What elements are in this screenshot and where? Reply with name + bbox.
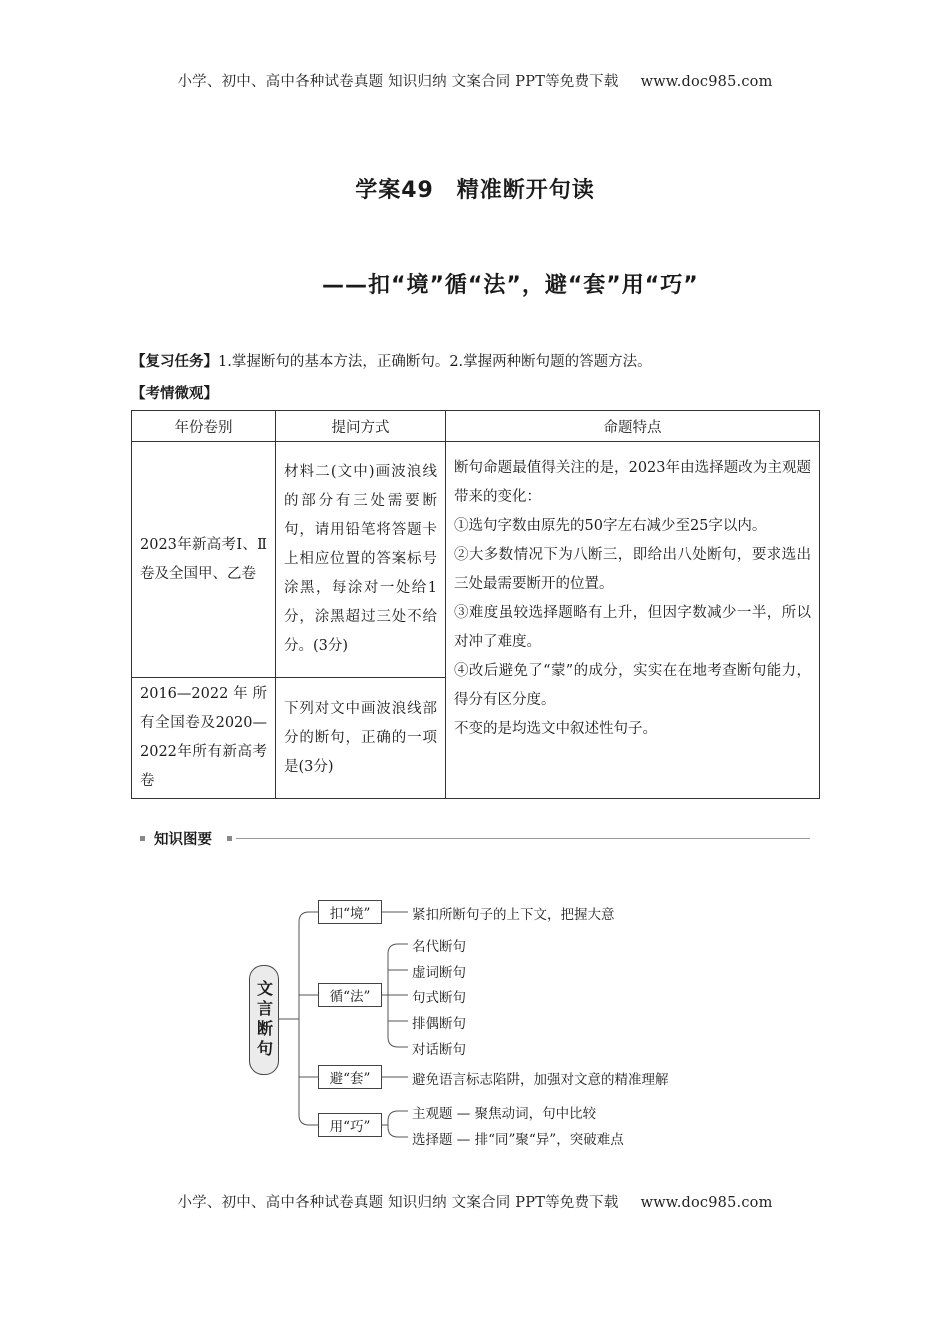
page-title: 学案49 精准断开句读 xyxy=(355,178,595,203)
exam-label: 【考情微观】 xyxy=(131,386,218,402)
footer-banner xyxy=(0,1191,950,1212)
branch-node: 循“法” xyxy=(318,983,382,1007)
table-cell-year: 2016—2022年所有全国卷及2020—2022年所有新高考卷 xyxy=(132,678,276,799)
feature-line: ④改后避免了“蒙”的成分，实实在在地考查断句能力，得分有区分度。 xyxy=(454,663,811,708)
branch-node: 用“巧” xyxy=(318,1113,382,1137)
review-label: 【复习任务】 xyxy=(131,354,218,370)
leaf-item: 句式断句 xyxy=(412,990,466,1006)
leaf-item: 主观题 — 聚焦动词，句中比较 xyxy=(412,1106,597,1122)
table-header: 命题特点 xyxy=(446,411,820,442)
table-header: 年份卷别 xyxy=(132,411,276,442)
leaf-item: 选择题 — 排“同”聚“异”，突破难点 xyxy=(412,1132,624,1148)
table-cell-year: 2023年新高考Ⅰ、Ⅱ卷及全国甲、乙卷 xyxy=(132,442,276,678)
banner-text: 小学、初中、高中各种试卷真题 知识归纳 文案合同 PPT等免费下载 xyxy=(177,1195,619,1211)
banner-site-link[interactable]: www.doc985.com xyxy=(640,1195,773,1211)
feature-line: 断句命题最值得关注的是，2023年由选择题改为主观题带来的变化： xyxy=(454,460,811,505)
feature-line: ①选句字数由原先的50字左右减少至25字以内。 xyxy=(454,518,767,534)
leaf-item: 避免语言标志陷阱，加强对文意的精准理解 xyxy=(412,1072,669,1088)
branch-node: 扣“境” xyxy=(318,900,382,924)
leaf-item: 对话断句 xyxy=(412,1042,466,1058)
branch-node: 避“套” xyxy=(318,1065,382,1089)
feature-line: ②大多数情况下为八断三，即给出八处断句，要求选出三处最需要断开的位置。 xyxy=(454,547,811,592)
page-subtitle: ——扣“境”循“法”，避“套”用“巧” xyxy=(322,273,699,298)
feature-line: 不变的是均选文中叙述性句子。 xyxy=(454,721,657,737)
review-text: 1.掌握断句的基本方法，正确断句。2.掌握两种断句题的答题方法。 xyxy=(218,354,652,370)
table-header: 提问方式 xyxy=(276,411,446,442)
feature-line: ③难度虽较选择题略有上升，但因字数减少一半，所以对冲了难度。 xyxy=(454,605,811,650)
leaf-item: 排偶断句 xyxy=(412,1016,466,1032)
mind-map-root: 文言断句 xyxy=(249,965,279,1075)
table-cell-question: 材料二(文中)画波浪线的部分有三处需要断句，请用铅笔将答题卡上相应位置的答案标号涂黑，每涂对一处给1分，涂黑超过三处不给分。(3分) xyxy=(276,442,446,678)
table-cell-question: 下列对文中画波浪线部分的断句，正确的一项是(3分) xyxy=(276,678,446,799)
banner-text: 小学、初中、高中各种试卷真题 知识归纳 文案合同 PPT等免费下载 xyxy=(177,74,619,90)
leaf-item: 紧扣所断句子的上下文，把握大意 xyxy=(412,907,615,923)
leaf-item: 虚词断句 xyxy=(412,965,466,981)
banner-site-link[interactable]: www.doc985.com xyxy=(640,74,773,90)
section-label: 知识图要 xyxy=(154,832,212,848)
leaf-item: 名代断句 xyxy=(412,939,466,955)
